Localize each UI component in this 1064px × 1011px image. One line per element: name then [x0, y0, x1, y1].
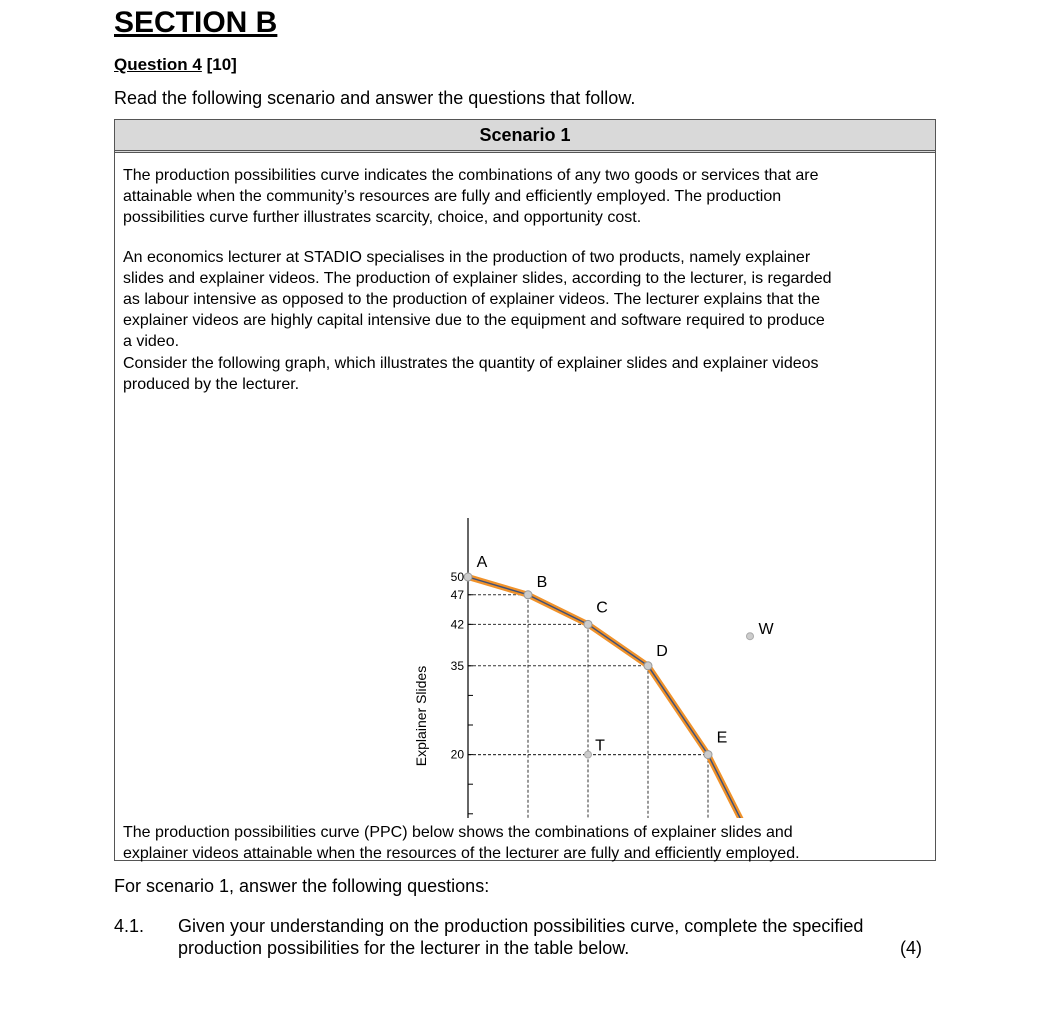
question-number: 4.1.	[114, 916, 145, 936]
y-tick-label: 50	[450, 570, 464, 584]
scenario-paragraph-4	[123, 822, 929, 864]
para-line: a video.	[123, 333, 180, 350]
point-c	[584, 620, 592, 628]
point-label-t: T	[595, 737, 605, 755]
point-label-c: C	[596, 599, 608, 617]
question-text-line: Given your understanding on the production possibilities curve, complete the specified	[178, 916, 864, 936]
instruction-text: For scenario 1, answer the following questions:	[114, 876, 490, 896]
question-label: Question 4	[114, 55, 202, 74]
question-heading	[114, 55, 237, 75]
para-line: Consider the following graph, which illustrates the quantity of explainer slides and explainer videos	[123, 355, 819, 372]
scenario-paragraph-3	[123, 353, 929, 395]
para-line: explainer videos are highly capital intensive due to the equipment and software required to produce	[123, 312, 825, 329]
y-tick-label: 35	[450, 658, 464, 673]
point-d	[644, 662, 652, 670]
y-tick-label: 47	[450, 587, 464, 602]
y-axis-title: Explainer Slides	[413, 665, 429, 767]
scenario-paragraph-2	[123, 247, 929, 352]
scenario-paragraph-1	[123, 165, 929, 228]
point-label-a: A	[476, 554, 488, 571]
para-line: explainer videos attainable when the resources of the lecturer are fully and efficiently employed.	[123, 845, 800, 862]
para-line: slides and explainer videos. The production of explainer slides, according to the lecturer, is regarded	[123, 270, 832, 287]
point-a	[464, 573, 472, 581]
ppc-curve-highlight	[468, 577, 768, 818]
point-w	[747, 633, 754, 640]
y-tick-label: 20	[450, 747, 464, 762]
ppc-chart	[400, 518, 850, 818]
scenario-title: Scenario 1	[115, 120, 935, 153]
point-label-b: B	[536, 573, 548, 591]
chart-curve-group	[468, 577, 768, 818]
question-text-line: production possibilities for the lecturer in the table below.	[178, 938, 630, 958]
para-line: An economics lecturer at STADIO specialises in the production of two products, namely explainer	[123, 249, 811, 266]
question-marks: [10]	[206, 55, 237, 74]
point-label-d: D	[656, 642, 668, 660]
y-tick-label: 42	[450, 617, 464, 632]
point-label-w: W	[758, 621, 774, 639]
chart-labels-group	[413, 554, 789, 818]
intro-text: Read the following scenario and answer the questions that follow.	[114, 88, 636, 108]
section-title: SECTION B	[114, 6, 278, 39]
para-line: The production possibilities curve (PPC) below shows the combinations of explainer slides and	[123, 824, 793, 841]
para-line: attainable when the community’s resources are fully and efficiently employed. The production	[123, 188, 782, 205]
question-marks: (4)	[900, 938, 922, 958]
chart-root	[413, 518, 830, 818]
point-t	[585, 751, 592, 758]
para-line: produced by the lecturer.	[123, 376, 300, 393]
point-b	[524, 591, 532, 599]
para-line: The production possibilities curve indicates the combinations of any two goods or services that are	[123, 167, 819, 184]
point-label-e: E	[716, 729, 728, 747]
para-line: as labour intensive as opposed to the production of explainer videos. The lecturer explains that the	[123, 291, 821, 308]
scenario-box	[114, 119, 936, 861]
para-line: possibilities curve further illustrates scarcity, choice, and opportunity cost.	[123, 209, 642, 226]
chart-points-group	[464, 573, 772, 818]
point-e	[704, 751, 712, 759]
